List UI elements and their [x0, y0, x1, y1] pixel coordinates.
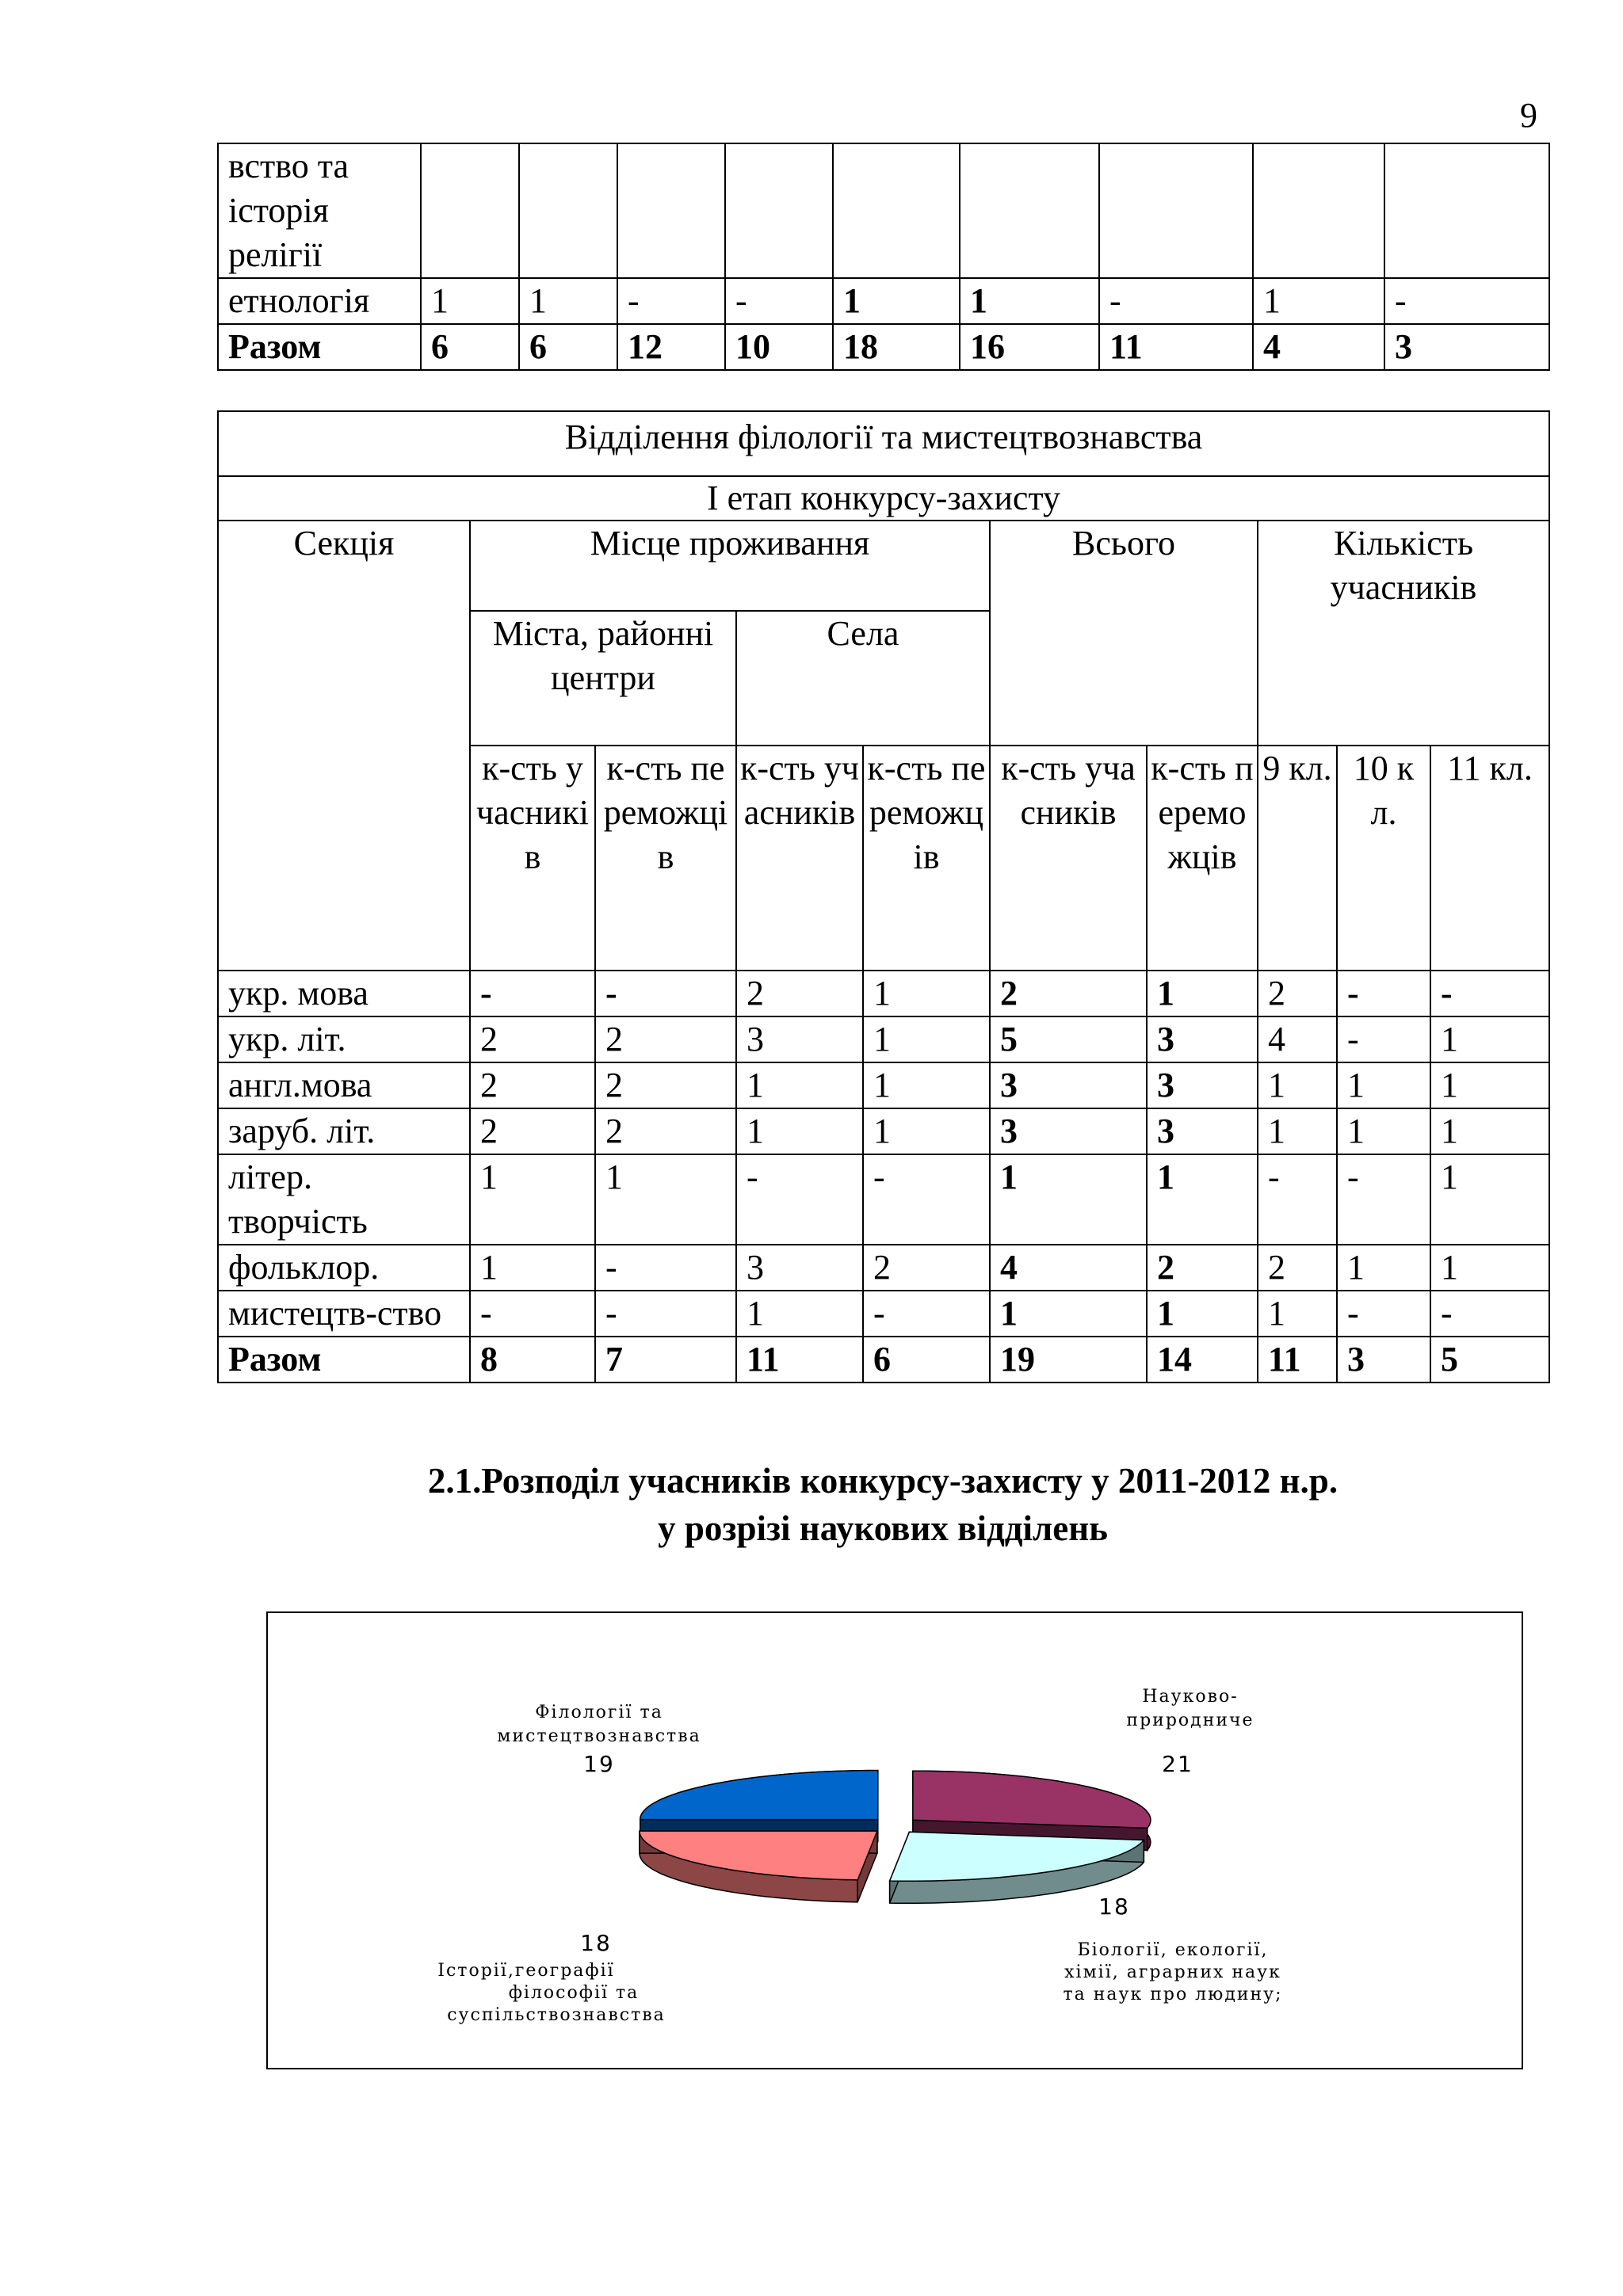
row-section: Разом — [218, 324, 421, 370]
row-section: укр. мова — [218, 971, 470, 1016]
table-cell: 1 — [1430, 1245, 1549, 1291]
table-cell: 3 — [1147, 1108, 1258, 1154]
table-cell — [421, 143, 519, 278]
table-cell: 1 — [1147, 971, 1258, 1016]
department-title: Відділення філології та мистецтвознавства — [218, 411, 1549, 476]
sub-header: 9 кл. — [1258, 746, 1337, 971]
table-cell: 3 — [736, 1245, 863, 1291]
page-number: 9 — [1520, 96, 1537, 135]
table-cell: 2 — [595, 1108, 736, 1154]
sub-header: к-сть учасників — [736, 746, 863, 971]
table-cell: 14 — [1147, 1337, 1258, 1383]
chart-caption-line-1: 2.1.Розподіл учасників конкурсу-захисту у 2011-2012 н.р. — [427, 1461, 1338, 1501]
table-cell: 5 — [990, 1016, 1147, 1062]
table-cell: - — [617, 278, 725, 324]
table-row — [218, 1016, 1549, 1062]
table-cell: 1 — [863, 971, 990, 1016]
sub-header: к-сть учасників — [470, 746, 595, 971]
table-cell: - — [1384, 278, 1549, 324]
table-cell: 1 — [1147, 1291, 1258, 1337]
header-residence: Місце проживання — [470, 521, 990, 611]
table-cell — [519, 143, 617, 278]
table-cell: 3 — [1147, 1016, 1258, 1062]
table-row — [218, 143, 1549, 278]
header-total: Всього — [990, 521, 1258, 746]
row-section: мистецтв-ство — [218, 1291, 470, 1337]
table-cell: 1 — [1337, 1245, 1430, 1291]
table-cell: 16 — [960, 324, 1099, 370]
table-cell: 1 — [470, 1245, 595, 1291]
table-cell — [960, 143, 1099, 278]
pie-chart-frame — [266, 1611, 1523, 2069]
row-section: Разом — [218, 1337, 470, 1383]
table-cell: 1 — [421, 278, 519, 324]
table-previous-department — [217, 143, 1550, 371]
header-participant-count: Кількість учасників — [1258, 521, 1549, 746]
value-history: 18 — [580, 1930, 612, 1956]
table-cell: 1 — [736, 1108, 863, 1154]
table-cell: 3 — [990, 1062, 1147, 1108]
label-philology: Філології та мистецтвознавства — [497, 1703, 701, 1746]
table-cell: 3 — [1147, 1062, 1258, 1108]
table-cell: 3 — [990, 1108, 1147, 1154]
table-row — [218, 1337, 1549, 1383]
table-cell: 5 — [1430, 1337, 1549, 1383]
table-cell: - — [863, 1154, 990, 1245]
table-cell: 2 — [990, 971, 1147, 1016]
table-cell — [1253, 143, 1384, 278]
table-cell: - — [1430, 1291, 1549, 1337]
table-cell: 12 — [617, 324, 725, 370]
table-cell: - — [595, 971, 736, 1016]
table-cell: 1 — [1430, 1154, 1549, 1245]
table-cell: 1 — [1430, 1016, 1549, 1062]
table-cell: 2 — [470, 1062, 595, 1108]
table-cell: 2 — [736, 971, 863, 1016]
table-cell: - — [1337, 1291, 1430, 1337]
table-cell: 11 — [1099, 324, 1253, 370]
table-cell: - — [736, 1154, 863, 1245]
row-section: літер. творчість — [218, 1154, 470, 1245]
table-cell: 1 — [595, 1154, 736, 1245]
table-cell: - — [1337, 1016, 1430, 1062]
table-cell: 11 — [736, 1337, 863, 1383]
header-villages: Села — [736, 611, 990, 746]
table-cell: 6 — [421, 324, 519, 370]
table-row — [218, 1291, 1549, 1337]
pie-chart — [268, 1613, 1522, 2068]
table-cell: 1 — [470, 1154, 595, 1245]
table-row — [218, 1062, 1549, 1108]
table-cell — [1384, 143, 1549, 278]
table-row — [218, 1154, 1549, 1245]
table-cell: 2 — [1258, 971, 1337, 1016]
row-section: вство та історія релігії — [218, 143, 421, 278]
table-cell: 1 — [990, 1291, 1147, 1337]
table-cell — [725, 143, 833, 278]
table-cell: 1 — [1430, 1062, 1549, 1108]
table-row — [218, 1108, 1549, 1154]
value-biology: 18 — [1098, 1894, 1130, 1920]
pie-slice-3 — [640, 1771, 878, 1820]
header-cities: Міста, районні центри — [470, 611, 736, 746]
table-cell: 6 — [863, 1337, 990, 1383]
table-cell: 4 — [990, 1245, 1147, 1291]
sub-header: к-сть учасників — [990, 746, 1147, 971]
table-cell: 2 — [863, 1245, 990, 1291]
table-row — [218, 1245, 1549, 1291]
chart-caption-line-2: у розрізі наукових відділень — [658, 1508, 1108, 1548]
table-cell: - — [1258, 1154, 1337, 1245]
table-row — [218, 278, 1549, 324]
table-philology-department — [217, 410, 1550, 1383]
table-cell: 1 — [1253, 278, 1384, 324]
table-cell: - — [470, 1291, 595, 1337]
table-cell: 1 — [863, 1108, 990, 1154]
table-cell: 3 — [1337, 1337, 1430, 1383]
row-section: фольклор. — [218, 1245, 470, 1291]
table-cell — [833, 143, 960, 278]
table-cell: 1 — [736, 1062, 863, 1108]
table-cell: 8 — [470, 1337, 595, 1383]
table-cell: - — [1337, 971, 1430, 1016]
table-cell — [617, 143, 725, 278]
table-row — [218, 324, 1549, 370]
table-cell: 4 — [1258, 1016, 1337, 1062]
table-cell: 1 — [736, 1291, 863, 1337]
table-cell: 2 — [595, 1016, 736, 1062]
label-natural-sciences: Науково-природниче — [1126, 1687, 1254, 1730]
table-cell: 1 — [519, 278, 617, 324]
sub-header: к-сть переможців — [595, 746, 736, 971]
table-cell: - — [1337, 1154, 1430, 1245]
row-section: укр. літ. — [218, 1016, 470, 1062]
table-cell: 7 — [595, 1337, 736, 1383]
table-cell: - — [470, 971, 595, 1016]
stage-title: І етап конкурсу-захисту — [218, 476, 1549, 521]
table-cell: 18 — [833, 324, 960, 370]
value-natural-sciences: 21 — [1162, 1751, 1193, 1777]
table-cell: - — [595, 1291, 736, 1337]
table-row — [218, 971, 1549, 1016]
table-cell: - — [1430, 971, 1549, 1016]
table-cell — [1099, 143, 1253, 278]
table-cell: 2 — [470, 1108, 595, 1154]
table-cell: 1 — [1258, 1108, 1337, 1154]
value-philology: 19 — [583, 1751, 615, 1777]
table-cell: 2 — [595, 1062, 736, 1108]
table-cell: 10 — [725, 324, 833, 370]
table-cell: 1 — [1337, 1108, 1430, 1154]
table-cell: 1 — [1147, 1154, 1258, 1245]
table-cell: 1 — [833, 278, 960, 324]
sub-header: к-сть переможців — [863, 746, 990, 971]
table-cell: 1 — [990, 1154, 1147, 1245]
table-cell: 1 — [1258, 1062, 1337, 1108]
table-cell: 11 — [1258, 1337, 1337, 1383]
pie-slice-0 — [913, 1771, 1151, 1828]
table-cell: - — [595, 1245, 736, 1291]
table-cell: 1 — [1430, 1108, 1549, 1154]
table-cell: 1 — [1337, 1062, 1430, 1108]
row-section: заруб. літ. — [218, 1108, 470, 1154]
table-cell: - — [863, 1291, 990, 1337]
table-cell: 1 — [863, 1062, 990, 1108]
table-cell: 4 — [1253, 324, 1384, 370]
sub-header: 10 кл. — [1337, 746, 1430, 971]
row-section: англ.мова — [218, 1062, 470, 1108]
table-cell: 1 — [960, 278, 1099, 324]
table-cell: 2 — [470, 1016, 595, 1062]
table-cell: 1 — [1258, 1291, 1337, 1337]
label-biology: Біології, екології, хімії, аграрних наук та наук про людину; — [1063, 1940, 1283, 2004]
table-cell: 6 — [519, 324, 617, 370]
table-cell: 2 — [1258, 1245, 1337, 1291]
sub-header: 11 кл. — [1430, 746, 1549, 971]
label-history: Історії,географії філософії та суспільствознавства — [437, 1961, 666, 2025]
header-section: Секція — [218, 521, 470, 971]
table-cell: 3 — [1384, 324, 1549, 370]
table-cell: 1 — [863, 1016, 990, 1062]
row-section: етнологія — [218, 278, 421, 324]
table-cell: 3 — [736, 1016, 863, 1062]
table-cell: - — [725, 278, 833, 324]
table-cell: 2 — [1147, 1245, 1258, 1291]
table-cell: 19 — [990, 1337, 1147, 1383]
table-cell: - — [1099, 278, 1253, 324]
sub-header: к-сть переможців — [1147, 746, 1258, 971]
